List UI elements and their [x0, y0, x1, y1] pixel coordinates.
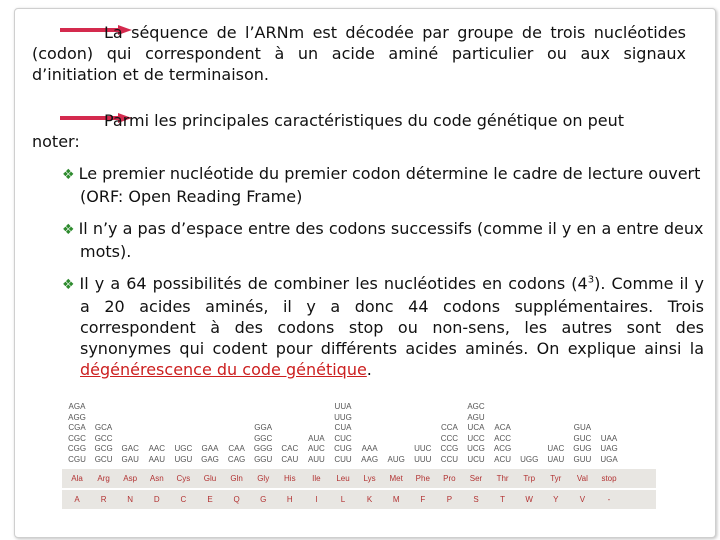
codon: GAC — [121, 444, 139, 453]
codon: UGC — [174, 444, 193, 453]
codon-column — [490, 423, 516, 465]
one-letter-code: K — [366, 495, 373, 504]
codon: AGG — [68, 412, 86, 422]
codon: CUU — [334, 454, 352, 464]
codon: AAA — [361, 444, 378, 453]
codon: UAC — [547, 444, 565, 453]
one-letter-code: G — [260, 495, 267, 504]
codon: GGU — [254, 454, 273, 464]
codon: UCU — [467, 454, 485, 464]
codon: UGU — [174, 454, 193, 464]
amino-acid-label: Trp — [523, 474, 536, 483]
one-letter-code: Y — [553, 495, 559, 504]
codon: AUC — [307, 444, 325, 453]
amino-acid-label: Arg — [97, 474, 110, 483]
bullet-text: Le premier nucléotide du premier codon détermine le cadre de lecture ouvert (ORF: Open Reading Frame) — [78, 164, 701, 206]
codon: UUC — [414, 444, 432, 453]
one-letter-code: N — [127, 495, 134, 504]
amino-acid-label: Cys — [176, 474, 191, 483]
codon: UUA — [334, 402, 352, 411]
codon: GUU — [573, 454, 592, 464]
codon-column — [463, 402, 489, 465]
codon: GCU — [94, 454, 113, 464]
bullet-reading-frame — [62, 163, 704, 207]
one-letter-code: P — [446, 495, 453, 504]
amino-acid-label: Glu — [203, 474, 217, 483]
codon: UGG — [520, 454, 539, 464]
codon: AAU — [148, 454, 166, 464]
one-letter-code: E — [207, 495, 213, 504]
one-letter-code: F — [420, 495, 426, 504]
one-letter-code: C — [180, 495, 187, 504]
codon: CAC — [281, 444, 299, 453]
bullet-text-2: ). Comme il y a 20 acides aminés, il y a donc 44 codons supplémentaires. Trois correspondent à des codons stop ou non-sens, les autres sont des synonymes qui codent pour différents acides aminés. On explique ainsi la — [80, 274, 704, 358]
codon: ACU — [494, 454, 512, 464]
one-letter-code: W — [525, 495, 533, 504]
bullet-64-codons — [62, 273, 704, 380]
amino-acid-label: Tyr — [550, 474, 562, 483]
codon-column — [250, 423, 276, 465]
codon: CGA — [68, 423, 86, 432]
amino-acid-label: Lys — [363, 474, 376, 483]
codon: AUA — [308, 433, 325, 443]
one-letter-code: V — [579, 495, 586, 504]
one-letter-code: Q — [233, 495, 240, 504]
codon: UCG — [467, 444, 485, 453]
codon: UUU — [414, 454, 432, 464]
codon: CCA — [440, 423, 458, 432]
amino-acid-label: Ser — [469, 474, 483, 483]
codon: UUG — [334, 412, 352, 422]
one-letter-code: R — [100, 495, 107, 504]
codon: GAG — [201, 454, 219, 464]
codon: CCG — [440, 444, 459, 453]
codon: UAG — [600, 444, 618, 453]
one-letter-code: S — [473, 495, 479, 504]
amino-acid-label: Gly — [257, 474, 270, 483]
codon-column — [410, 444, 436, 465]
amino-acid-label: Pro — [443, 474, 456, 483]
codon: AUG — [387, 454, 405, 464]
codon: CAG — [227, 454, 246, 464]
degeneracy-term: dégénérescence du code génétique — [80, 360, 367, 379]
one-letter-code: L — [340, 495, 346, 504]
codon: UAA — [600, 433, 618, 443]
heading-text: Parmi les principales caractéristiques du code génétique on peut — [104, 111, 625, 130]
bullet-text: Il y a 64 possibilités de combiner les nucléotides en codons (4 — [79, 274, 588, 293]
one-letter-code: T — [500, 495, 506, 504]
codon-column — [569, 423, 595, 465]
codon: CGG — [67, 444, 87, 453]
amino-acid-label: Gln — [230, 474, 243, 483]
one-letter-code: I — [315, 495, 318, 504]
diamond-bullet-icon: ❖ — [62, 167, 75, 183]
codon-column — [117, 444, 143, 465]
codon-column — [303, 434, 329, 466]
one-letter-code: A — [74, 495, 80, 504]
amino-acid-label: Phe — [415, 474, 430, 483]
codon-column — [197, 444, 223, 465]
amino-acid-label: Leu — [336, 474, 350, 483]
heading-text-2: noter: — [32, 132, 80, 151]
one-letter-code: H — [286, 495, 293, 504]
genetic-code-table — [62, 393, 656, 521]
codon-column — [224, 444, 250, 465]
codon: UAU — [547, 454, 565, 464]
codon: CCU — [440, 454, 459, 464]
codon-column — [170, 444, 196, 465]
codon-column — [144, 444, 170, 465]
codon: UCC — [467, 433, 485, 443]
amino-acid-label: Val — [576, 474, 588, 483]
amino-acid-label: Ala — [71, 474, 83, 483]
one-letter-code: M — [392, 495, 400, 504]
codon-column — [516, 455, 542, 466]
codon: CAA — [228, 444, 245, 453]
codon: CCC — [440, 433, 459, 443]
codon: UCA — [467, 423, 485, 432]
codon: CUC — [334, 433, 352, 443]
codon: ACG — [493, 444, 512, 453]
characteristics-heading — [32, 110, 686, 152]
codon: GUA — [573, 423, 592, 432]
codon-column — [91, 423, 117, 465]
amino-acid-label: His — [284, 474, 296, 483]
codon: GCC — [94, 433, 113, 443]
codon: GAU — [121, 454, 139, 464]
codon: AGC — [467, 402, 485, 411]
codon: AAC — [148, 444, 166, 453]
codon: GCG — [94, 444, 113, 453]
codon-column — [357, 444, 383, 465]
codon: AUU — [307, 454, 325, 464]
codon: CGC — [68, 433, 86, 443]
codon: AGA — [68, 402, 86, 411]
codon-column — [330, 402, 356, 465]
diamond-bullet-icon: ❖ — [62, 222, 75, 238]
codon: AAG — [361, 454, 379, 464]
one-letter-code: - — [607, 495, 611, 504]
period: . — [366, 360, 372, 379]
codon: CUG — [334, 444, 352, 453]
superscript: 3 — [587, 274, 595, 286]
amino-acid-label: stop — [601, 474, 617, 483]
intro-paragraph — [32, 22, 686, 85]
codon-column — [596, 434, 622, 466]
codon: GGC — [254, 433, 273, 443]
amino-acid-label: Thr — [496, 474, 509, 483]
codon: UGA — [600, 454, 618, 464]
codon: ACA — [494, 423, 511, 432]
codon: CUA — [334, 423, 352, 432]
codon: GUG — [573, 444, 592, 453]
codon: CAU — [281, 454, 299, 464]
amino-acid-label: Asp — [123, 474, 138, 483]
amino-acid-label: Ile — [312, 474, 321, 483]
codon-column — [543, 444, 569, 465]
codon-column — [383, 455, 409, 466]
amino-acid-label: Met — [389, 474, 403, 483]
intro-text: La séquence de l’ARNm est décodée par groupe de trois nucléotides (codon) qui correspondent à un acide aminé particulier ou aux signaux d’initiation et de terminaison. — [32, 23, 686, 84]
codon: AGU — [467, 412, 485, 422]
codon: GGA — [254, 423, 273, 432]
codon: GAA — [201, 444, 219, 453]
amino-acid-label: Asn — [149, 474, 164, 483]
one-letter-code: D — [153, 495, 160, 504]
codon: CGU — [68, 454, 86, 464]
codon: ACC — [494, 433, 512, 443]
codon-column — [64, 402, 90, 465]
codon: GGG — [253, 444, 273, 453]
diamond-bullet-icon: ❖ — [62, 277, 76, 293]
codon-column — [277, 444, 303, 465]
codon: GCA — [94, 423, 113, 432]
bullet-text: Il n’y a pas d’espace entre des codons successifs (comme il y en a entre deux mots). — [78, 219, 704, 261]
codon: GUC — [573, 433, 592, 443]
bullet-no-space — [62, 218, 704, 262]
codon-column — [436, 423, 462, 465]
